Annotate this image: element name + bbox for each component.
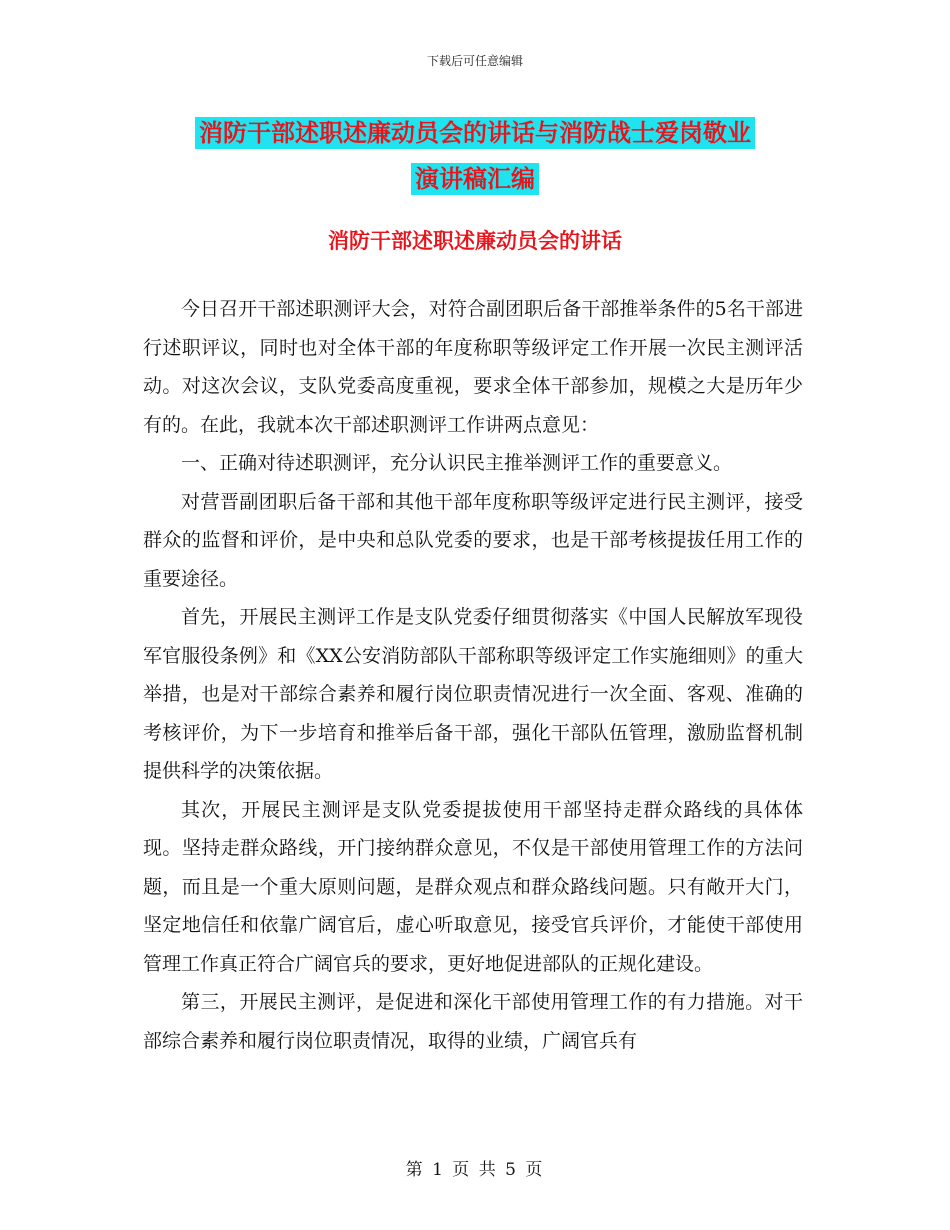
paragraph: 其次，开展民主测评是支队党委提拔使用干部坚持走群众路线的具体体现。坚持走群众路线，开门接纳群众意见，不仅是干部使用管理工作的方法问题，而且是一个重大原则问题，是群众观点和群众路线问题。只有敞开大门，坚定地信任和依靠广阔官后，虚心听取意见，接受官兵评价，才能使干部使用管理工作真正符合广阔官兵的要求，更好地促进部队的正规化建设。 (143, 798, 803, 975)
paragraph: 今日召开干部述职测评大会，对符合副团职后备干部推举条件的5名干部进行述职评议，同时也对全体干部的年度称职等级评定工作开展一次民主测评活动。对这次会议，支队党委高度重视，要求全体干部参加，规模之大是历年少有的。在此，我就本次干部述职测评工作讲两点意见： (143, 298, 803, 436)
section-heading: 消防干部述职述廉动员会的讲话 (328, 229, 622, 253)
document-title (150, 110, 800, 202)
page-number: 第 1 页 共 5 页 (405, 1160, 545, 1180)
paragraph: 首先，开展民主测评工作是支队党委仔细贯彻落实《中国人民解放军现役军官服役条例》和《XX公安消防部队干部称职等级评定工作实施细则》的重大举措，也是对干部综合素养和履行岗位职责情况进行一次全面、客观、准确的考核评价，为下一步培育和推举后备干部，强化干部队伍管理，激励监督机制提供科学的决策依据。 (143, 606, 803, 782)
document-body (143, 290, 803, 1060)
paragraph: 对营晋副团职后备干部和其他干部年度称职等级评定进行民主测评，接受群众的监督和评价，是中央和总队党委的要求，也是干部考核提拔任用工作的重要途径。 (143, 490, 803, 590)
header-note: 下载后可任意编辑 (426, 54, 523, 68)
paragraph: 一、正确对待述职测评，充分认识民主推举测评工作的重要意义。 (181, 452, 733, 474)
title-line-1: 消防干部述职述廉动员会的讲话与消防战士爱岗敬业 (195, 117, 755, 149)
title-line-2: 演讲稿汇编 (411, 163, 539, 195)
paragraph: 第三，开展民主测评，是促进和深化干部使用管理工作的有力措施。对干部综合素养和履行岗位职责情况，取得的业绩，广阔官兵有 (143, 991, 803, 1052)
